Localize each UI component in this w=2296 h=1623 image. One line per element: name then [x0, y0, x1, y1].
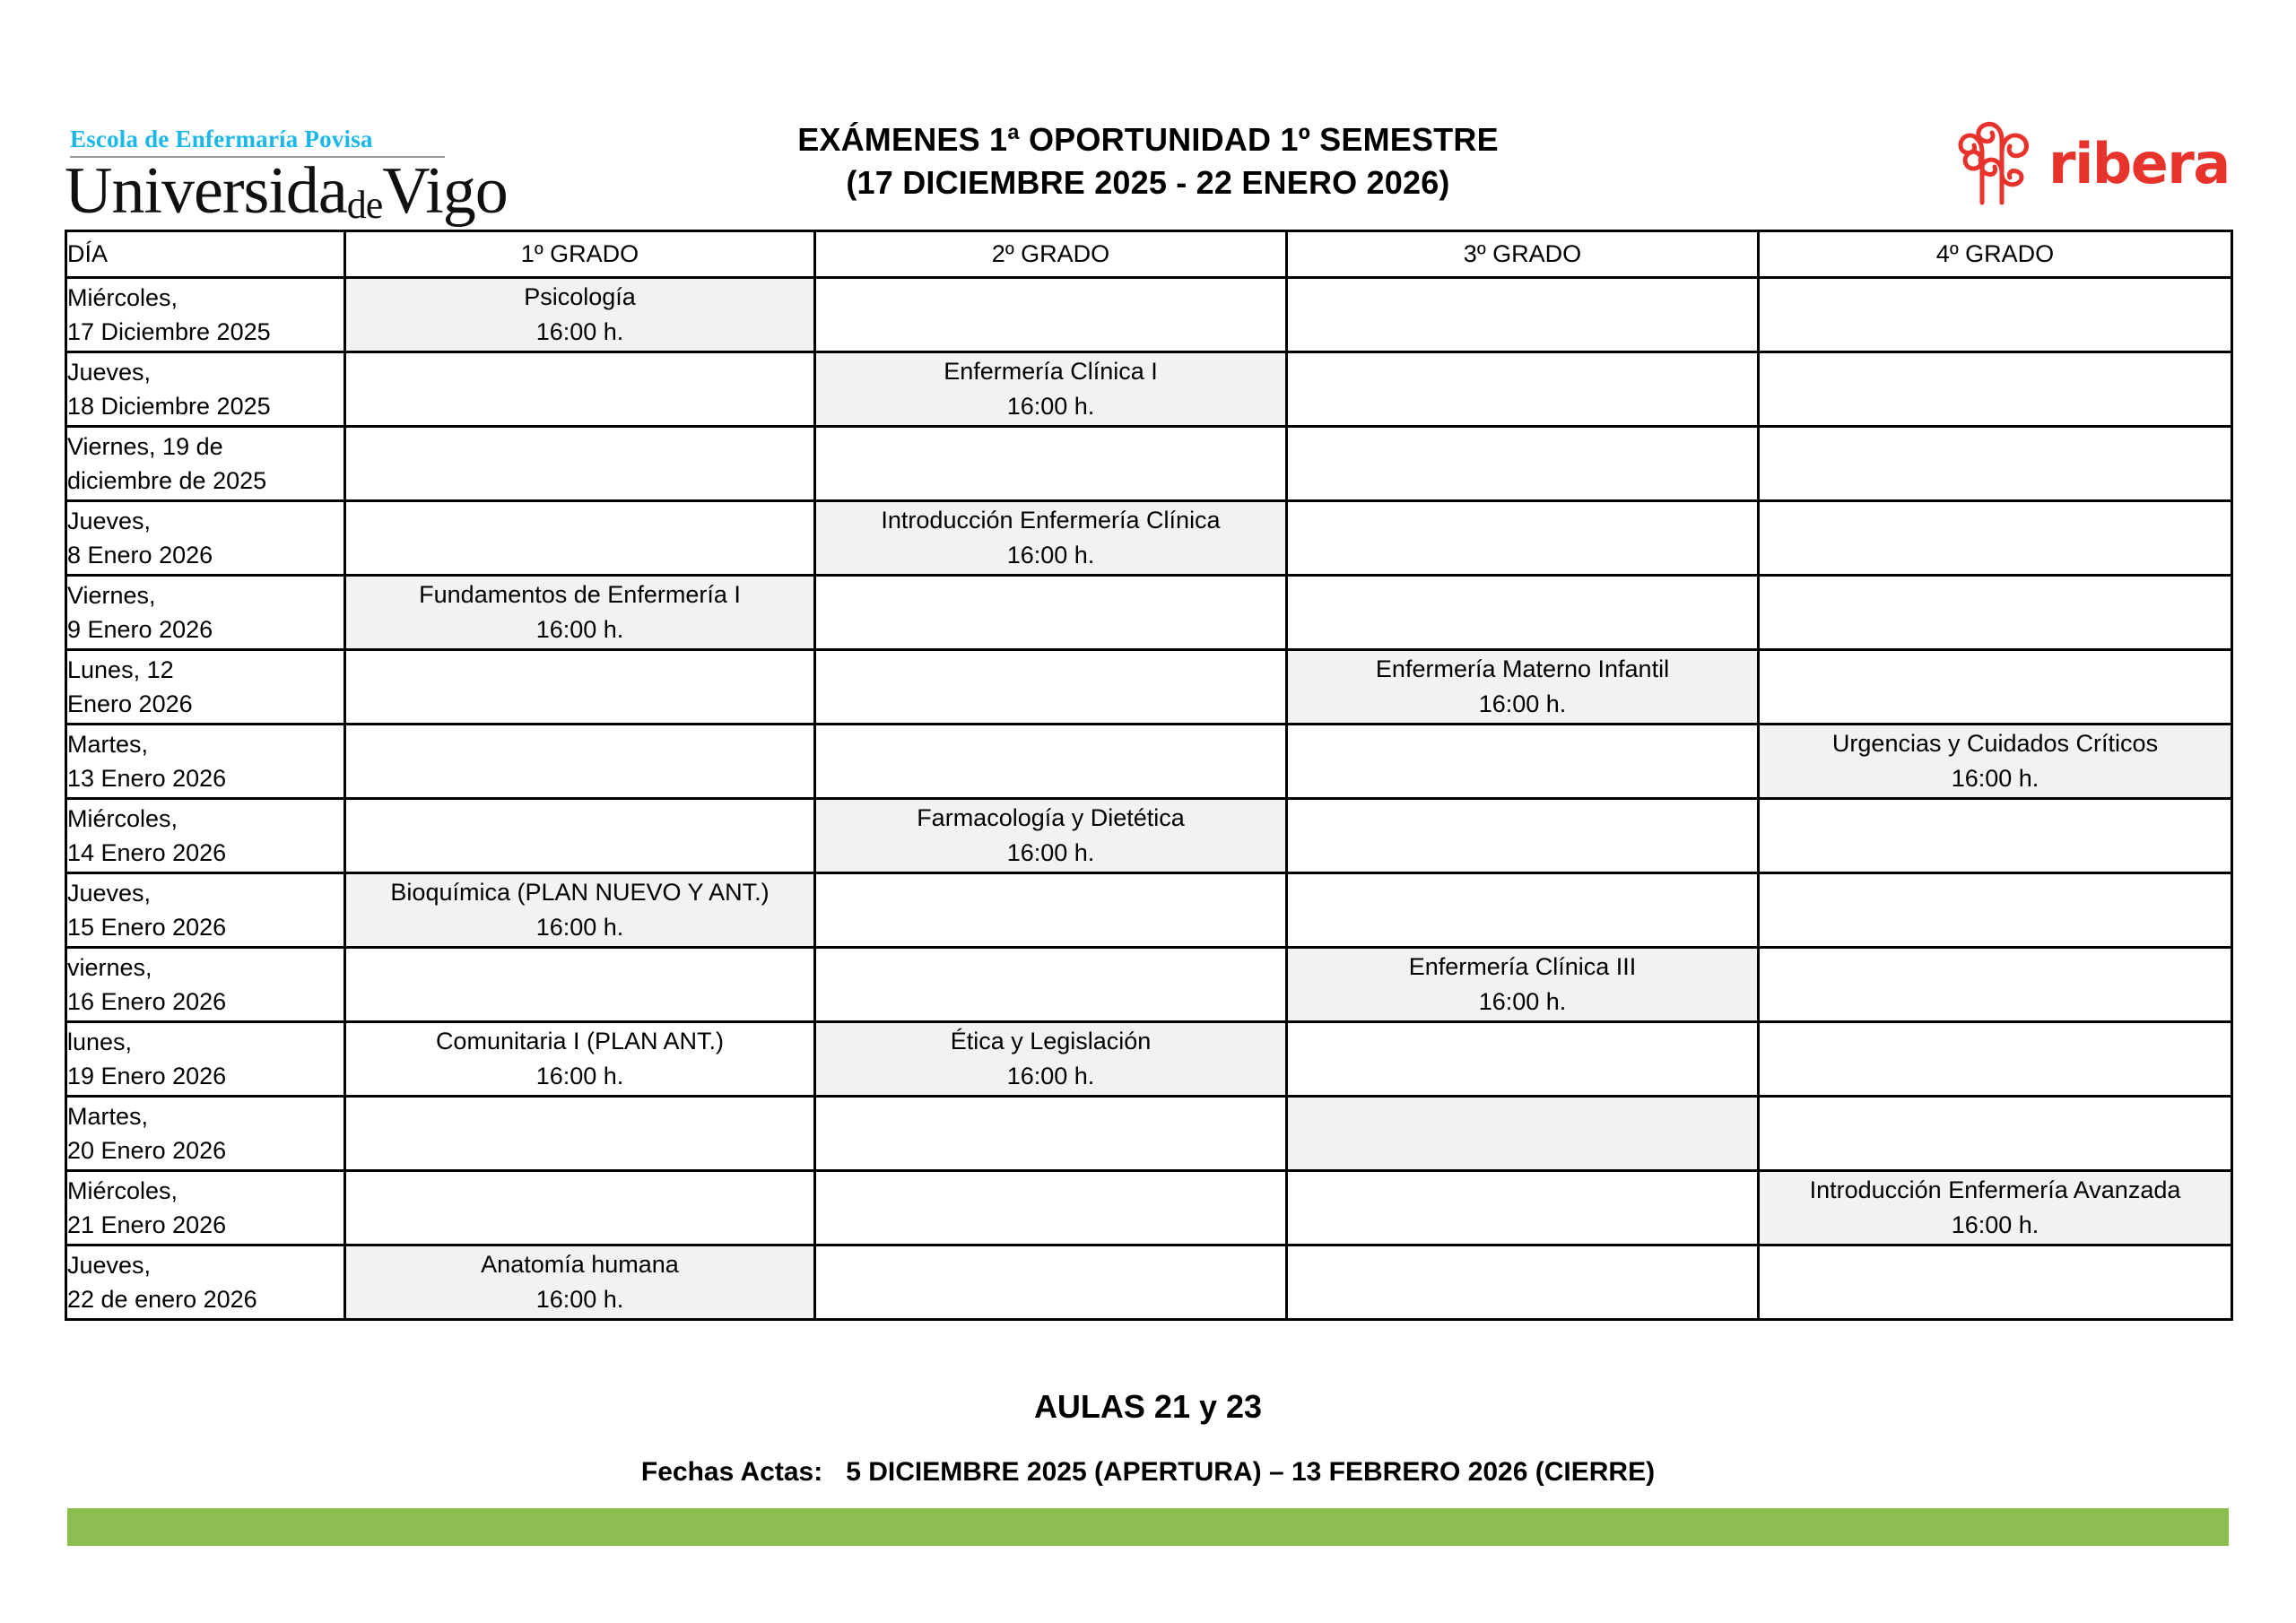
table-row: [66, 501, 2232, 576]
cell-exam-grade-4: [1759, 576, 2232, 650]
cell-exam-grade-1: [345, 1171, 815, 1245]
cell-day-line-1: Miércoles,: [67, 1176, 178, 1204]
cell-exam-grade-1: [345, 1022, 815, 1097]
cell-day-line-2: 18 Diciembre 2025: [67, 393, 271, 420]
column-header-grade-3: 3º GRADO: [1287, 231, 1759, 278]
cell-day-line-1: Jueves,: [67, 507, 152, 534]
cell-exam-grade-1: [345, 427, 815, 501]
cell-exam-time: 16:00 h.: [1478, 988, 1567, 1015]
cell-exam-subject: Ética y Legislación: [950, 1027, 1152, 1055]
cell-exam-grade-1: [345, 576, 815, 650]
column-header-grade-2: 2º GRADO: [815, 231, 1287, 278]
cell-day-line-1: Lunes, 12: [67, 655, 174, 683]
cell-exam-time: 16:00 h.: [1951, 765, 2039, 792]
cell-exam-grade-3: [1287, 352, 1759, 427]
classrooms-note: AULAS 21 y 23: [1033, 1388, 1263, 1425]
cell-exam-subject: Enfermería Clínica III: [1408, 952, 1637, 980]
cell-day-line-2: 19 Enero 2026: [67, 1063, 227, 1089]
cell-exam-time: 16:00 h.: [1951, 1211, 2039, 1238]
cell-day-line-2: 20 Enero 2026: [67, 1137, 227, 1164]
cell-day-line-2: diciembre de 2025: [67, 467, 267, 494]
cell-exam-time: 16:00 h.: [1006, 393, 1095, 420]
record-dates-label: Fechas Actas:: [640, 1457, 823, 1487]
cell-exam-subject: Psicología: [524, 282, 636, 310]
document-title-line-1: EXÁMENES 1ª OPORTUNIDAD 1º SEMESTRE: [797, 121, 1499, 158]
document-header: [0, 0, 2296, 229]
cell-day-line-1: Martes,: [67, 730, 149, 758]
cell-day-line-1: lunes,: [67, 1028, 133, 1055]
cell-day-line-1: Viernes,: [67, 581, 156, 609]
cell-exam-grade-3: [1287, 278, 1759, 352]
cell-exam-grade-3: [1287, 501, 1759, 576]
cell-exam-subject: Comunitaria I (PLAN ANT.): [435, 1027, 725, 1055]
cell-exam-grade-1: [345, 725, 815, 799]
cell-day-line-1: Miércoles,: [67, 283, 178, 311]
cell-exam-grade-4: [1759, 725, 2232, 799]
cell-day: [66, 427, 345, 501]
cell-exam-grade-4: [1759, 948, 2232, 1022]
cell-exam-subject: Fundamentos de Enfermería I: [419, 580, 741, 608]
table-row: [66, 1171, 2232, 1245]
cell-exam-grade-2: [815, 948, 1287, 1022]
cell-exam-grade-4: [1759, 1022, 2232, 1097]
cell-exam-grade-1: [345, 948, 815, 1022]
cell-exam-grade-3: [1287, 427, 1759, 501]
table-row: [66, 799, 2232, 873]
cell-exam-grade-1: [345, 501, 815, 576]
cell-exam-grade-1: [345, 873, 815, 948]
ribera-wordmark: ribera: [2048, 131, 2230, 196]
cell-day: [66, 948, 345, 1022]
cell-day: [66, 352, 345, 427]
cell-day-line-1: Viernes, 19 de: [67, 432, 223, 460]
cell-exam-grade-3: [1287, 1097, 1759, 1171]
cell-exam-grade-2: [815, 873, 1287, 948]
cell-exam-grade-3: [1287, 948, 1759, 1022]
record-dates-value: 5 DICIEMBRE 2025 (APERTURA) – 13 FEBRERO 2026 (CIERRE): [846, 1457, 1656, 1487]
cell-exam-grade-4: [1759, 1171, 2232, 1245]
cell-exam-grade-4: [1759, 352, 2232, 427]
footer-green-bar: [67, 1508, 2229, 1546]
cell-day: [66, 725, 345, 799]
cell-exam-subject: Farmacología y Dietética: [917, 803, 1185, 831]
cell-day: [66, 501, 345, 576]
cell-exam-time: 16:00 h.: [1006, 542, 1095, 568]
cell-day-line-2: Enero 2026: [67, 690, 193, 717]
cell-exam-grade-2: [815, 1245, 1287, 1320]
cell-exam-grade-1: [345, 1245, 815, 1320]
cell-exam-grade-1: [345, 278, 815, 352]
table-row: [66, 948, 2232, 1022]
table-row: [66, 576, 2232, 650]
cell-exam-time: 16:00 h.: [535, 914, 624, 941]
table-row: [66, 873, 2232, 948]
uvigo-word-universida: Universida: [65, 154, 347, 228]
cell-exam-subject: Introducción Enfermería Avanzada: [1809, 1176, 2181, 1203]
universidade-vigo-wordmark: [65, 154, 508, 228]
cell-day-line-2: 13 Enero 2026: [67, 765, 227, 792]
cell-exam-subject: Introducción Enfermería Clínica: [881, 506, 1221, 534]
cell-day-line-2: 16 Enero 2026: [67, 988, 227, 1015]
document-title-line-2: (17 DICIEMBRE 2025 - 22 ENERO 2026): [846, 163, 1450, 201]
cell-day: [66, 1022, 345, 1097]
cell-day: [66, 1245, 345, 1320]
table-row: [66, 1245, 2232, 1320]
cell-exam-grade-2: [815, 799, 1287, 873]
cell-exam-grade-1: [345, 1097, 815, 1171]
uvigo-word-vigo: Vigo: [382, 154, 508, 228]
cell-exam-time: 16:00 h.: [535, 318, 624, 345]
universidade-vigo-logo: [65, 126, 508, 228]
cell-exam-grade-2: [815, 1171, 1287, 1245]
cell-day-line-2: 8 Enero 2026: [67, 542, 213, 568]
cell-exam-subject: Enfermería Clínica I: [944, 357, 1158, 385]
cell-exam-time: 16:00 h.: [535, 1286, 624, 1313]
cell-exam-time: 16:00 h.: [1006, 839, 1095, 866]
cell-exam-grade-2: [815, 352, 1287, 427]
cell-exam-grade-4: [1759, 1245, 2232, 1320]
cell-day-line-1: viernes,: [67, 953, 152, 981]
cell-exam-grade-1: [345, 650, 815, 725]
cell-exam-grade-3: [1287, 725, 1759, 799]
uvigo-word-de: de: [346, 183, 383, 227]
column-header-grade-1: 1º GRADO: [345, 231, 815, 278]
cell-exam-subject: Bioquímica (PLAN NUEVO Y ANT.): [390, 878, 770, 906]
cell-day-line-1: Miércoles,: [67, 804, 178, 832]
column-header-day: DÍA: [66, 231, 345, 278]
cell-exam-grade-3: [1287, 1245, 1759, 1320]
cell-exam-grade-4: [1759, 1097, 2232, 1171]
cell-day: [66, 278, 345, 352]
cell-exam-grade-3: [1287, 1171, 1759, 1245]
cell-day-line-1: Jueves,: [67, 358, 152, 386]
cell-exam-subject: Enfermería Materno Infantil: [1375, 655, 1670, 682]
cell-day-line-2: 9 Enero 2026: [67, 616, 213, 643]
cell-day: [66, 650, 345, 725]
cell-day: [66, 873, 345, 948]
table-row: [66, 352, 2232, 427]
cell-day: [66, 799, 345, 873]
cell-exam-grade-1: [345, 799, 815, 873]
cell-exam-grade-4: [1759, 873, 2232, 948]
table-row: [66, 1022, 2232, 1097]
cell-exam-grade-2: [815, 1022, 1287, 1097]
ribera-spiral-tree-icon: [1955, 113, 2045, 206]
cell-day: [66, 576, 345, 650]
cell-day: [66, 1171, 345, 1245]
cell-day-line-2: 14 Enero 2026: [67, 839, 227, 866]
cell-exam-time: 16:00 h.: [1478, 690, 1567, 717]
cell-exam-grade-2: [815, 576, 1287, 650]
cell-exam-grade-4: [1759, 501, 2232, 576]
table-header-row: [66, 231, 2232, 278]
table-row: [66, 1097, 2232, 1171]
cell-exam-grade-2: [815, 1097, 1287, 1171]
cell-exam-grade-2: [815, 278, 1287, 352]
cell-exam-grade-4: [1759, 650, 2232, 725]
record-dates-note: [0, 1457, 2296, 1488]
column-header-grade-4: 4º GRADO: [1759, 231, 2232, 278]
cell-day-line-2: 21 Enero 2026: [67, 1211, 227, 1238]
cell-exam-grade-2: [815, 427, 1287, 501]
cell-exam-grade-3: [1287, 576, 1759, 650]
table-body: [66, 278, 2232, 1320]
cell-exam-grade-1: [345, 352, 815, 427]
cell-day-line-1: Jueves,: [67, 1251, 152, 1279]
cell-exam-grade-2: [815, 650, 1287, 725]
escola-enfermaria-povisa-label: Escola de Enfermaría Povisa: [70, 126, 373, 152]
table-row: [66, 427, 2232, 501]
cell-exam-grade-4: [1759, 427, 2232, 501]
exam-schedule-table: [65, 230, 2233, 1321]
table-row: [66, 650, 2232, 725]
cell-exam-grade-3: [1287, 873, 1759, 948]
cell-exam-time: 16:00 h.: [535, 616, 624, 643]
cell-exam-grade-3: [1287, 799, 1759, 873]
cell-exam-grade-3: [1287, 1022, 1759, 1097]
cell-exam-grade-2: [815, 725, 1287, 799]
cell-exam-subject: Urgencias y Cuidados Críticos: [1831, 729, 2159, 757]
cell-exam-grade-3: [1287, 650, 1759, 725]
cell-day-line-1: Martes,: [67, 1102, 149, 1130]
cell-exam-grade-4: [1759, 278, 2232, 352]
cell-day-line-2: 22 de enero 2026: [67, 1286, 257, 1313]
table-row: [66, 278, 2232, 352]
cell-day-line-2: 15 Enero 2026: [67, 914, 227, 941]
cell-exam-grade-4: [1759, 799, 2232, 873]
cell-day-line-2: 17 Diciembre 2025: [67, 318, 271, 345]
cell-exam-time: 16:00 h.: [1006, 1063, 1095, 1089]
cell-exam-grade-2: [815, 501, 1287, 576]
cell-day-line-1: Jueves,: [67, 879, 152, 907]
table-row: [66, 725, 2232, 799]
cell-day: [66, 1097, 345, 1171]
ribera-logo: [1955, 113, 2242, 206]
cell-exam-time: 16:00 h.: [535, 1063, 624, 1089]
cell-exam-subject: Anatomía humana: [481, 1250, 679, 1278]
